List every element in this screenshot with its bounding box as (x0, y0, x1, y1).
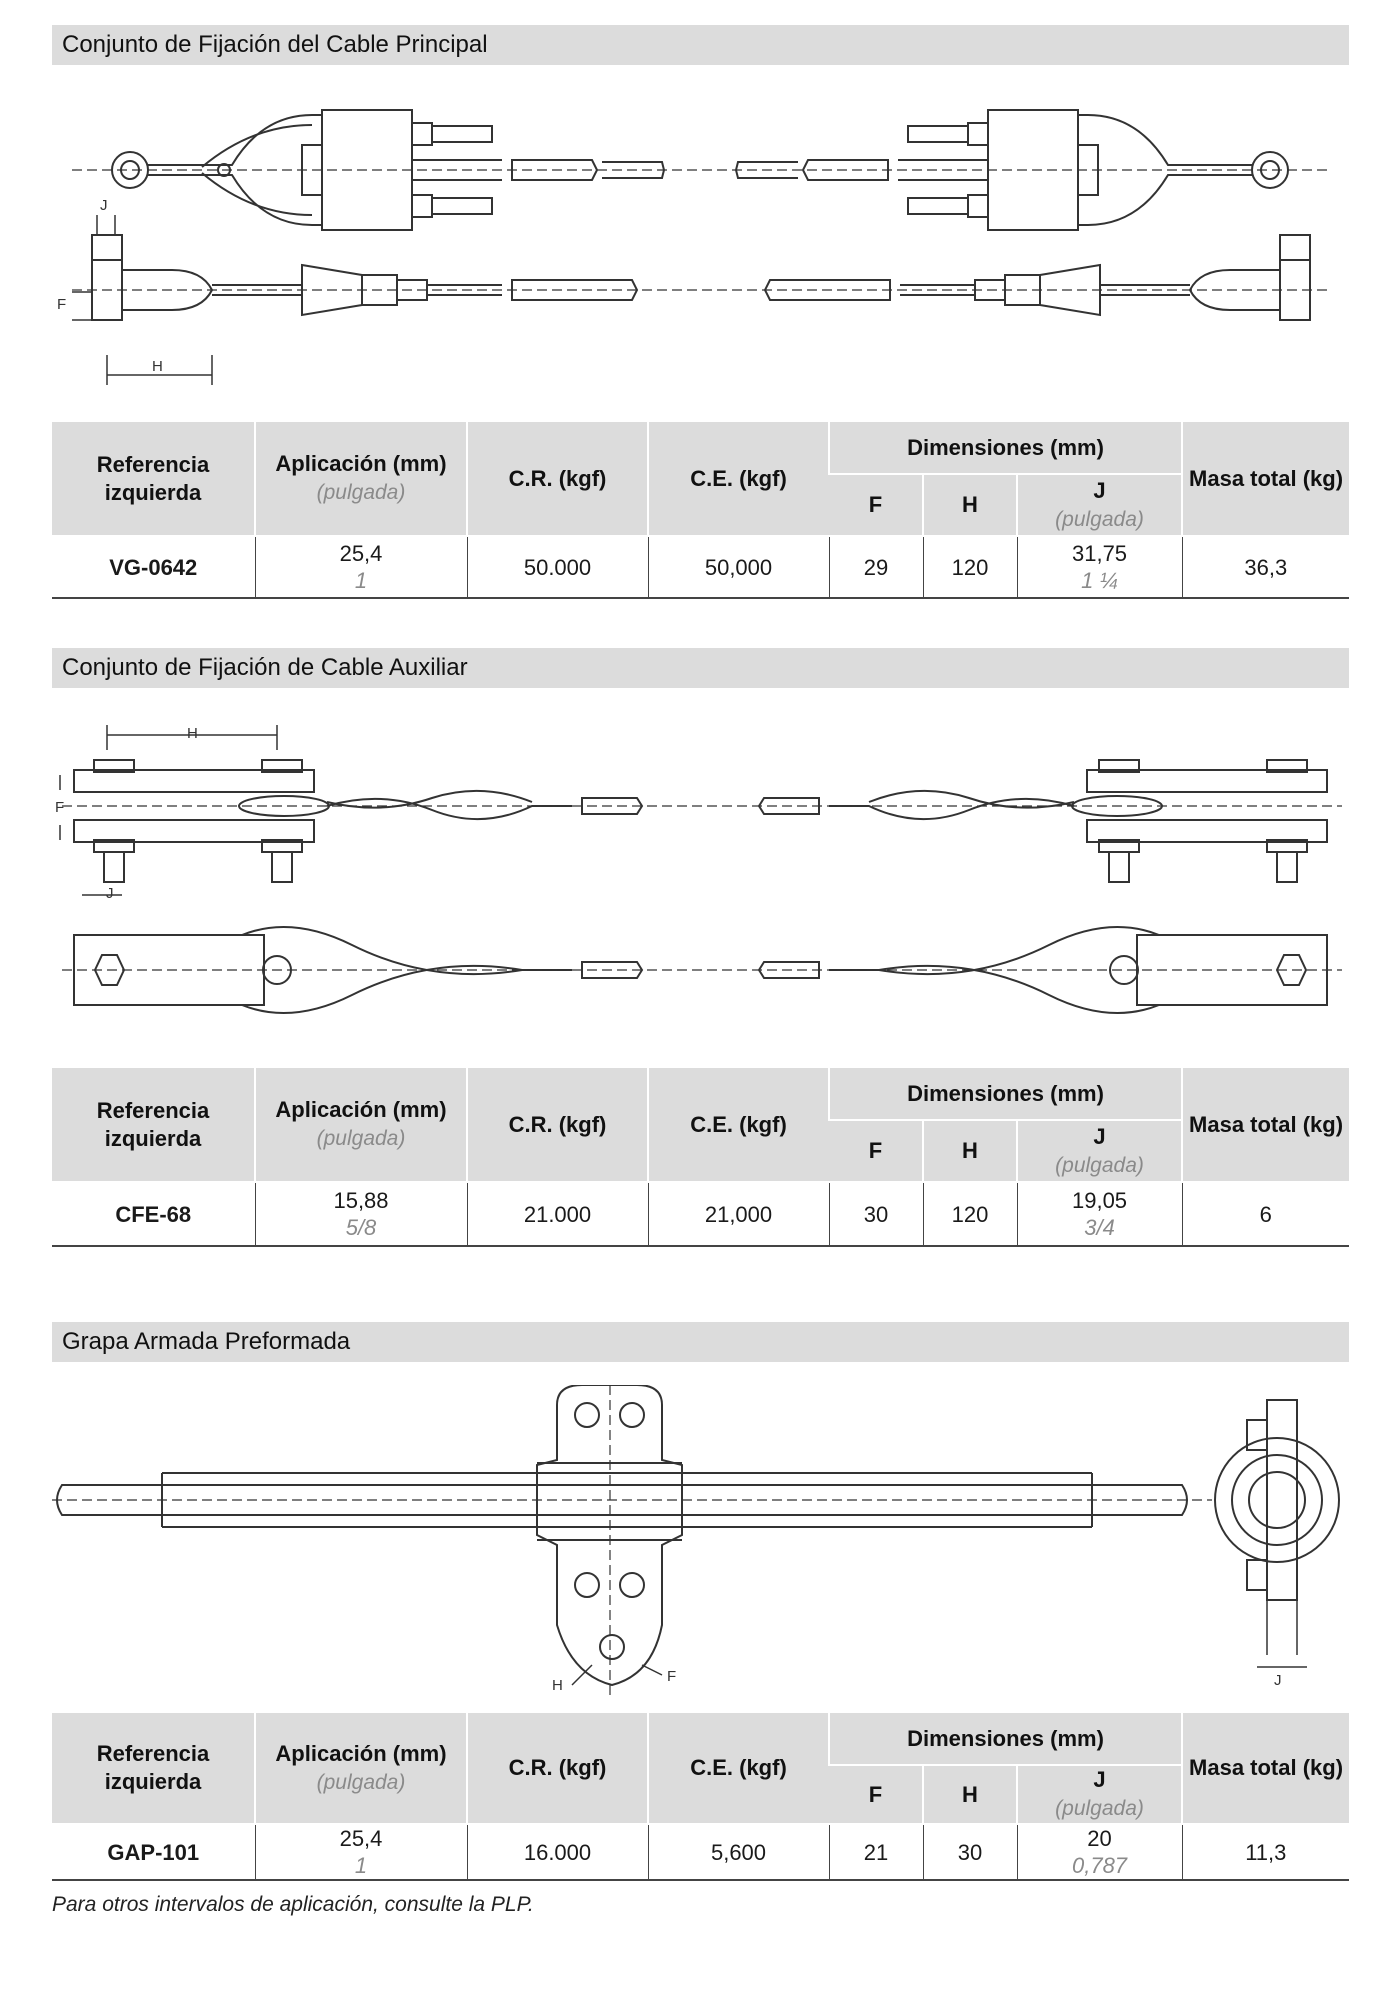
header-f: F (829, 1120, 923, 1182)
preformed-clamp-drawing (52, 1385, 1349, 1715)
header-h: H (923, 1120, 1017, 1182)
dim-label-f: F (667, 1668, 677, 1685)
dim-label-h: H (152, 358, 163, 375)
spec-table-main-cable (52, 422, 1349, 599)
header-ref: Referencia izquierda (52, 1068, 255, 1182)
dim-label-j: J (1274, 1672, 1282, 1689)
header-app: Aplicación (mm) (pulgada) (255, 422, 467, 536)
footnote: Para otros intervalos de aplicación, consulte la PLP. (52, 1893, 534, 1916)
spec-table-preformed-clamp (52, 1713, 1349, 1881)
cell-f: 30 (829, 1182, 923, 1246)
dim-label-f: F (55, 799, 65, 816)
table-row (52, 536, 1349, 598)
dim-label-j: J (106, 885, 114, 902)
header-ce: C.E. (kgf) (648, 1713, 829, 1824)
table-row (52, 1824, 1349, 1880)
header-cr: C.R. (kgf) (467, 422, 648, 536)
section-title-main-cable: Conjunto de Fijación del Cable Principal (52, 25, 1349, 65)
cell-ref: CFE-68 (52, 1182, 255, 1246)
cell-cr: 16.000 (467, 1824, 648, 1880)
header-mass: Masa total (kg) (1182, 422, 1349, 536)
header-j: J (pulgada) (1017, 1765, 1182, 1824)
cell-mass: 11,3 (1182, 1824, 1349, 1880)
header-mass: Masa total (kg) (1182, 1713, 1349, 1824)
header-j: J (pulgada) (1017, 474, 1182, 536)
cell-cr: 21.000 (467, 1182, 648, 1246)
spec-table-aux-cable (52, 1068, 1349, 1247)
header-app: Aplicación (mm) (pulgada) (255, 1068, 467, 1182)
header-ce: C.E. (kgf) (648, 422, 829, 536)
cell-mass: 36,3 (1182, 536, 1349, 598)
cell-h: 120 (923, 1182, 1017, 1246)
header-app: Aplicación (mm) (pulgada) (255, 1713, 467, 1824)
dim-label-j: J (100, 197, 108, 214)
header-h: H (923, 1765, 1017, 1824)
header-mass: Masa total (kg) (1182, 1068, 1349, 1182)
header-ref: Referencia izquierda (52, 1713, 255, 1824)
header-f: F (829, 474, 923, 536)
header-cr: C.R. (kgf) (467, 1713, 648, 1824)
cell-app: 25,4 1 (255, 1824, 467, 1880)
cell-h: 120 (923, 536, 1017, 598)
header-h: H (923, 474, 1017, 536)
cell-cr: 50.000 (467, 536, 648, 598)
aux-cable-assembly-drawing (52, 720, 1349, 1040)
cell-mass: 6 (1182, 1182, 1349, 1246)
cell-ce: 5,600 (648, 1824, 829, 1880)
cell-app: 15,88 5/8 (255, 1182, 467, 1246)
table-row (52, 1182, 1349, 1246)
cell-ce: 21,000 (648, 1182, 829, 1246)
header-cr: C.R. (kgf) (467, 1068, 648, 1182)
header-dimensions: Dimensiones (mm) (829, 1068, 1182, 1120)
dim-label-f: F (57, 296, 67, 313)
header-dimensions: Dimensiones (mm) (829, 1713, 1182, 1765)
header-f: F (829, 1765, 923, 1824)
cell-j: 31,75 1 ¼ (1017, 536, 1182, 598)
section-title-aux-cable: Conjunto de Fijación de Cable Auxiliar (52, 648, 1349, 688)
cell-ce: 50,000 (648, 536, 829, 598)
cell-j: 20 0,787 (1017, 1824, 1182, 1880)
dim-label-h: H (552, 1677, 563, 1694)
cell-app: 25,4 1 (255, 536, 467, 598)
header-ref: Referencia izquierda (52, 422, 255, 536)
cell-ref: VG-0642 (52, 536, 255, 598)
cell-j: 19,05 3/4 (1017, 1182, 1182, 1246)
main-cable-assembly-drawing (52, 95, 1349, 395)
header-dimensions: Dimensiones (mm) (829, 422, 1182, 474)
section-title-preformed-clamp: Grapa Armada Preformada (52, 1322, 1349, 1362)
cell-h: 30 (923, 1824, 1017, 1880)
cell-f: 29 (829, 536, 923, 598)
header-ce: C.E. (kgf) (648, 1068, 829, 1182)
cell-ref: GAP-101 (52, 1824, 255, 1880)
header-j: J (pulgada) (1017, 1120, 1182, 1182)
cell-f: 21 (829, 1824, 923, 1880)
dim-label-h: H (187, 725, 198, 742)
